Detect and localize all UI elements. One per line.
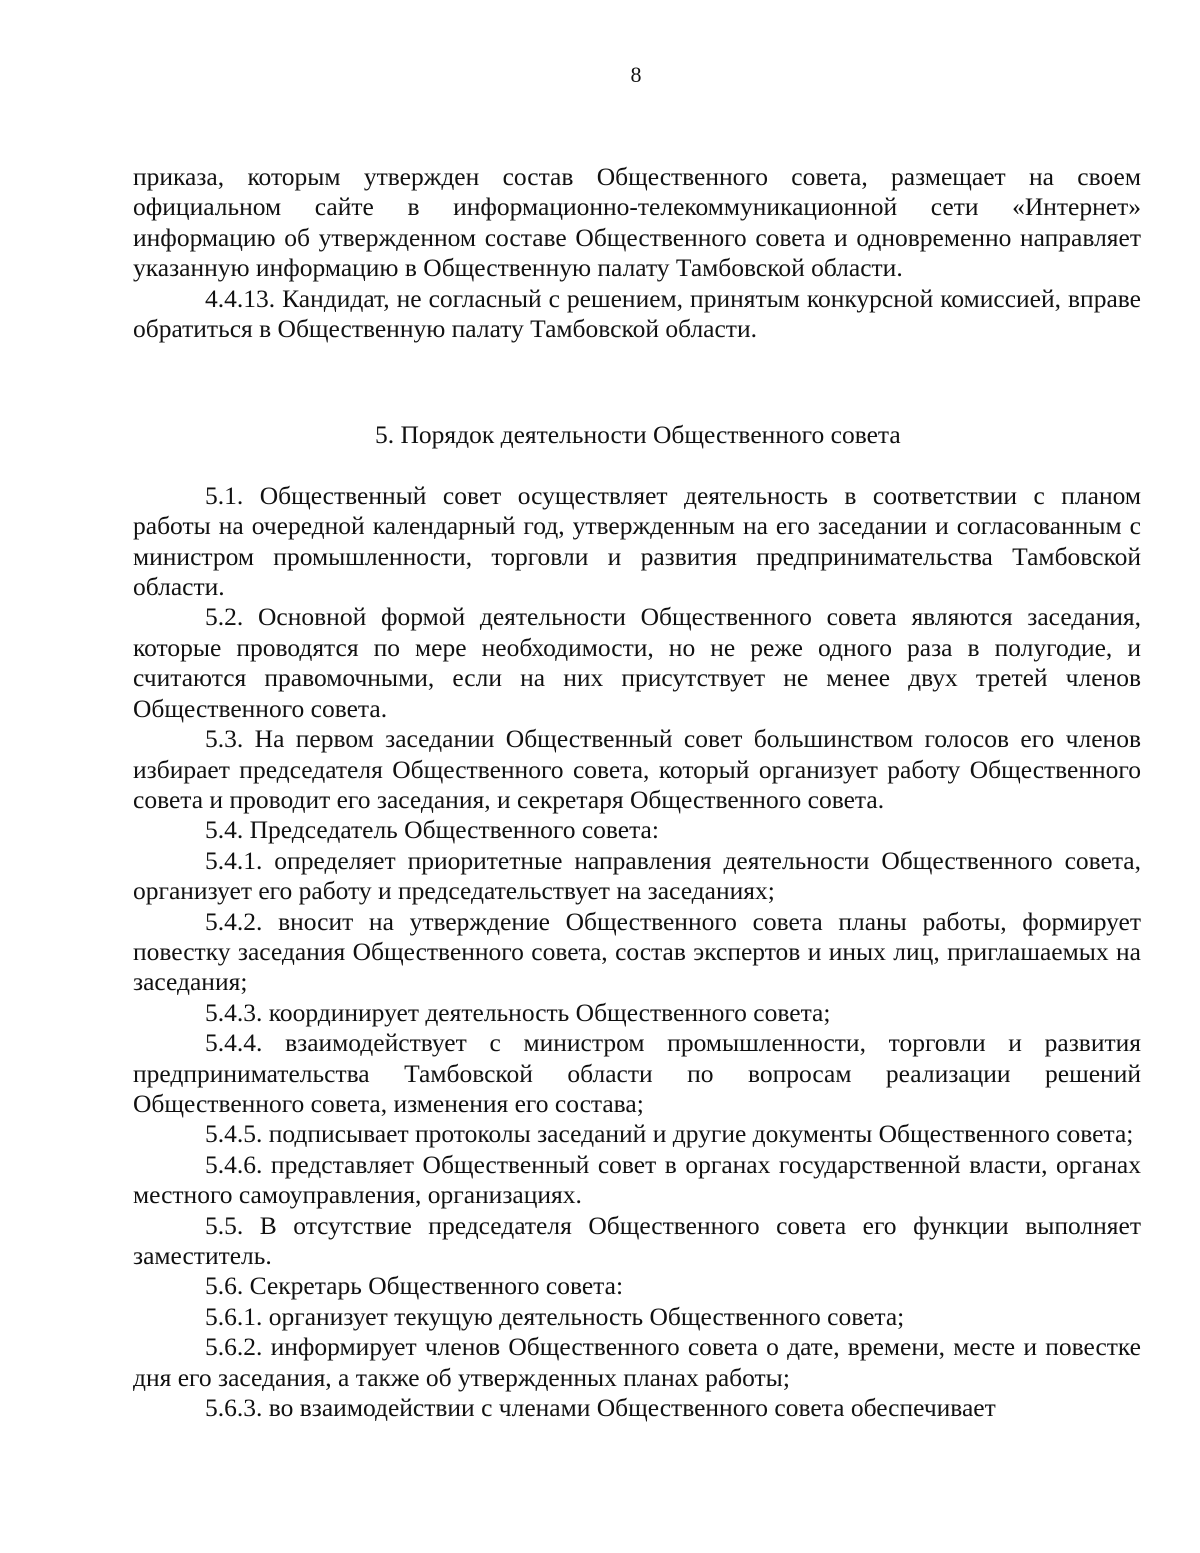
section-heading: 5. Порядок деятельности Общественного совета: [375, 420, 901, 450]
page-number: 8: [630, 62, 642, 87]
paragraph: 5.2. Основной формой деятельности Общественного совета являются заседания, которые проводятся по мере необходимости, но не реже одного раза в полугодие, и считаются правомочными, если на них присутствует не менее двух третей членов Общественного совета.: [133, 602, 1141, 723]
paragraph: 5.4.1. определяет приоритетные направления деятельности Общественного совета, организует его работу и председательствует на заседаниях;: [133, 845, 1141, 906]
paragraph: 5.4. Председатель Общественного совета:: [205, 815, 659, 845]
paragraph: 5.6.2. информирует членов Общественного совета о дате, времени, месте и повестке дня его заседания, а также об утвержденных планах работы;: [133, 1332, 1141, 1392]
paragraph: 5.4.3. координирует деятельность Общественного совета;: [205, 997, 831, 1027]
paragraph: 5.6.3. во взаимодействии с членами Общественного совета обеспечивает: [205, 1393, 996, 1423]
paragraph: 5.3. На первом заседании Общественный совет большинством голосов его членов избирает председателя Общественного совета, который организует работу Общественного совета и проводит его заседания, и секретаря Общественного совета.: [133, 724, 1141, 814]
paragraph: 5.4.6. представляет Общественный совет в органах государственной власти, органах местного самоуправления, организациях.: [133, 1149, 1141, 1210]
paragraph: 5.6. Секретарь Общественного совета:: [205, 1271, 624, 1301]
paragraph: 5.6.1. организует текущую деятельность Общественного совета;: [205, 1301, 905, 1331]
document-body: [133, 162, 1141, 1423]
paragraph: приказа, которым утвержден состав Общественного совета, размещает на своем официальном сайте в информационно-телекоммуникационной сети «Интернет» информацию об утвержденном составе Общественного совета и одновременно направляет указанную информацию в Общественную палату Тамбовской области.: [133, 162, 1141, 283]
paragraph: 5.1. Общественный совет осуществляет деятельность в соответствии с планом работы на очередной календарный год, утвержденным на его заседании и согласованным с министром промышленности, торговли и развития предпринимательства Тамбовской области.: [133, 480, 1141, 602]
paragraph: 5.4.5. подписывает протоколы заседаний и другие документы Общественного совета;: [205, 1119, 1134, 1149]
paragraph: 5.4.2. вносит на утверждение Общественного совета планы работы, формирует повестку заседания Общественного совета, состав экспертов и иных лиц, приглашаемых на заседания;: [133, 906, 1141, 997]
paragraph: 4.4.13. Кандидат, не согласный с решением, принятым конкурсной комиссией, вправе обратиться в Общественную палату Тамбовской области.: [133, 283, 1141, 344]
paragraph: 5.4.4. взаимодействует с министром промышленности, торговли и развития предпринимательства Тамбовской области по вопросам реализации решений Общественного совета, изменения его состава;: [133, 1028, 1141, 1118]
paragraph: 5.5. В отсутствие председателя Общественного совета его функции выполняет заместитель.: [133, 1210, 1141, 1270]
